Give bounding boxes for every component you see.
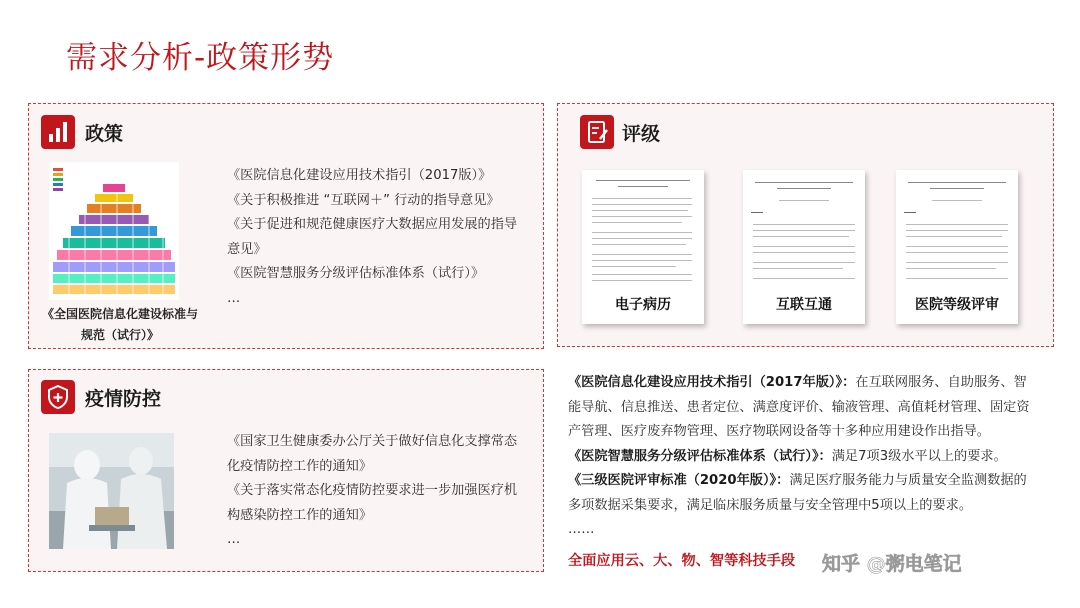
page-title: 需求分析-政策形势 [66,40,335,76]
policy-doc-list [227,164,517,311]
epidemic-panel [28,369,544,572]
doc-title: 《三级医院评审标准（2020年版）》： [568,473,790,488]
list-item: 《关于积极推进 “互联网＋” 行动的指导意见》 [227,192,500,208]
medical-staff-photo [49,433,174,549]
doc-description: 能导航、信息推送、患者定位、满意度评价、输液管理、高值耗材管理、固定资 [568,399,1030,415]
document-edit-icon [580,115,614,149]
virus-shield-icon [41,380,75,414]
list-item: 构感染防控工作的通知》 [227,507,373,523]
list-item: 化疫情防控工作的通知》 [227,458,373,474]
policy-panel [28,103,544,349]
list-item: 《关于落实常态化疫情防控要求进一步加强医疗机 [227,483,518,498]
policy-heading: 政策 [85,123,124,145]
list-item: 《医院智慧服务分级评估标准体系（试行）》 [227,266,485,281]
list-item: … [227,290,241,306]
epidemic-doc-list [227,430,517,553]
rating-heading: 评级 [622,123,661,145]
thumbnail-label: 医院等级评审 [896,294,1018,314]
bar-chart-icon [41,115,75,149]
doc-description: 满足医疗服务能力与质量安全监测数据的 [789,473,1027,488]
emr-doc-thumbnail [582,170,704,324]
epidemic-heading: 疫情防控 [85,388,162,410]
standards-pyramid-image [49,162,179,300]
watermark: 知乎 @粥电笔记 [822,553,962,575]
list-item: 《关于促进和规范健康医疗大数据应用发展的指导 [227,217,518,232]
interoperability-doc-thumbnail [743,170,865,324]
hospital-accreditation-doc-thumbnail [896,170,1018,324]
list-item: 《医院信息化建设应用技术指引（2017版）》 [227,168,492,183]
doc-description: 产管理、医疗废弃物管理、医疗物联网设备等十多种应用建设作出指导。 [568,424,990,439]
doc-title: 《医院智慧服务分级评估标准体系（试行）》： [568,448,832,464]
policy-details [568,371,1053,543]
list-item: 意见》 [227,241,267,257]
doc-description: 多项数据采集要求，满足临床服务质量与安全管理中5项以上的要求。 [568,497,973,513]
doc-description: 满足7项3级水平以上的要求。 [831,448,1007,464]
list-item: … [227,532,241,547]
doc-title: 《医院信息化建设应用技术指引（2017年版）》： [568,375,856,390]
list-item: 《国家卫生健康委办公厅关于做好信息化支撑常态 [227,434,518,449]
thumbnail-label: 互联互通 [743,294,865,314]
ellipsis: …… [568,522,595,537]
slogan-text: 全面应用云、大、物、智等科技手段 [568,553,796,569]
thumbnail-label: 电子病历 [582,294,704,314]
doc-description: 在互联网服务、自助服务、智 [855,375,1027,390]
pyramid-caption: 《全国医院信息化建设标准与 规范（试行）》 [41,307,198,342]
rating-panel [557,103,1054,347]
